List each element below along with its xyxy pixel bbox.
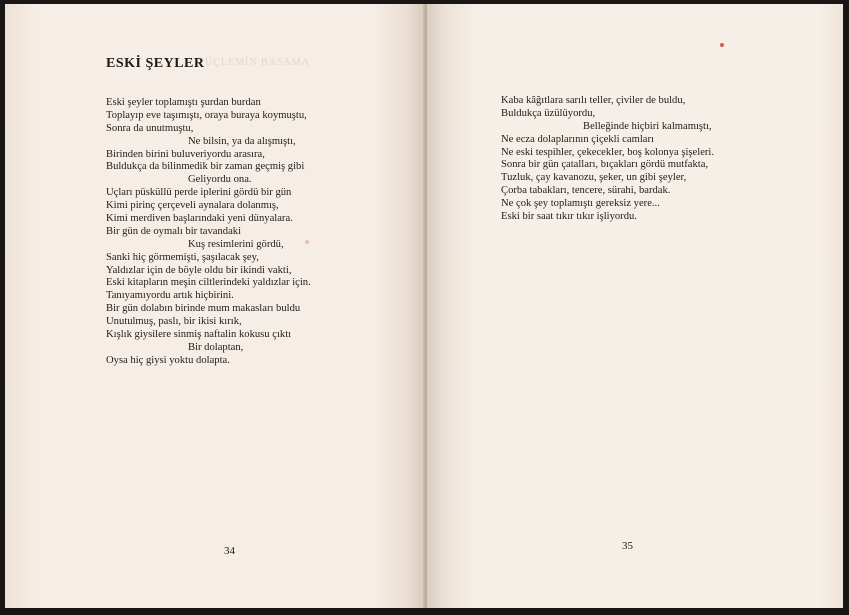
poem-line: Ne çok şey toplamıştı gereksiz yere... [501,198,660,210]
poem-line: Ne eski tespihler, çekecekler, boş kolonya şişeleri. [501,146,715,158]
poem-title: ESKİ ŞEYLER [106,56,205,71]
poem-line: Toplayıp eve taşımıştı, oraya buraya koymuştu, [106,109,307,121]
poem-line: Eski bir saat tıkır tıkır işliyordu. [501,211,637,223]
poem-line: Kışlık giysilere sinmiş naftalin kokusu çıktı [106,329,292,341]
poem-line: Kimi merdiven başlarındaki yeni dünyalara. [106,213,293,225]
poem-line: Belleğinde hiçbiri kalmamıştı, [583,120,712,132]
book-spread [5,4,843,608]
poem-line: Birinden birini buluveriyordu arasıra, [106,148,265,160]
poem-line: Yaldızlar için de böyle oldu bir ikindi vakti, [106,264,292,276]
poem-line: Sonra bir gün çatalları, bıçakları gördü mutfakta, [501,159,709,171]
poem-line: Ne ecza dolaplarının çiçekli camları [501,133,654,145]
paper-speck [720,43,724,47]
poem-line: Unutulmuş, paslı, bir ikisi kırık, [106,316,242,328]
poem-line: Uçları püsküllü perde iplerini gördü bir gün [106,187,292,199]
poem-line: Bir dolaptan, [188,341,244,353]
poem-line: Oysa hiç giysi yoktu dolapta. [106,354,230,366]
right-page [427,4,843,608]
poem-line: Tuzluk, çay kavanozu, şeker, un gibi şeyler, [501,172,687,184]
poem-line: Sonra da unutmuştu, [106,122,194,134]
poem-line: Bir gün de oymalı bir tavandaki [106,225,242,237]
poem-line: Geliyordu ona. [188,174,252,186]
left-poem-text [106,97,311,368]
poem-line: Kimi pirinç çerçeveli aynalara dolanmış, [106,200,279,212]
poem-line: Kuş resimlerini gördü, [188,238,284,250]
poem-line: Eski kitapların meşin ciltlerindeki yaldızlar için. [106,277,311,289]
poem-line: Tanıyamıyordu artık hiçbirini. [106,290,234,302]
bleed-through-text: ÜÇLEMİN BASAMA [205,57,310,68]
poem-line: Sanki hiç görmemişti, şaşılacak şey, [106,251,259,263]
poem-line: Buldukça da bilinmedik bir zaman geçmiş gibi [106,161,305,173]
poem-line: Buldukça üzülüyordu, [501,107,596,119]
left-page [5,4,425,608]
right-poem-text [501,95,714,224]
poem-line: Bir gün dolabın birinde mum makasları buldu [106,303,301,315]
poem-line: Eski şeyler toplamıştı şurdan burdan [106,97,261,108]
poem-line: Çorba tabakları, tencere, sürahi, bardak. [501,185,671,197]
poem-line: Kaba kâğıtlara sarılı teller, çiviler de buldu, [501,95,686,106]
page-number-left: 34 [224,545,235,557]
page-number-right: 35 [622,540,633,552]
paper-speck [305,240,309,244]
poem-line: Ne bilsin, ya da alışmıştı, [188,135,296,147]
